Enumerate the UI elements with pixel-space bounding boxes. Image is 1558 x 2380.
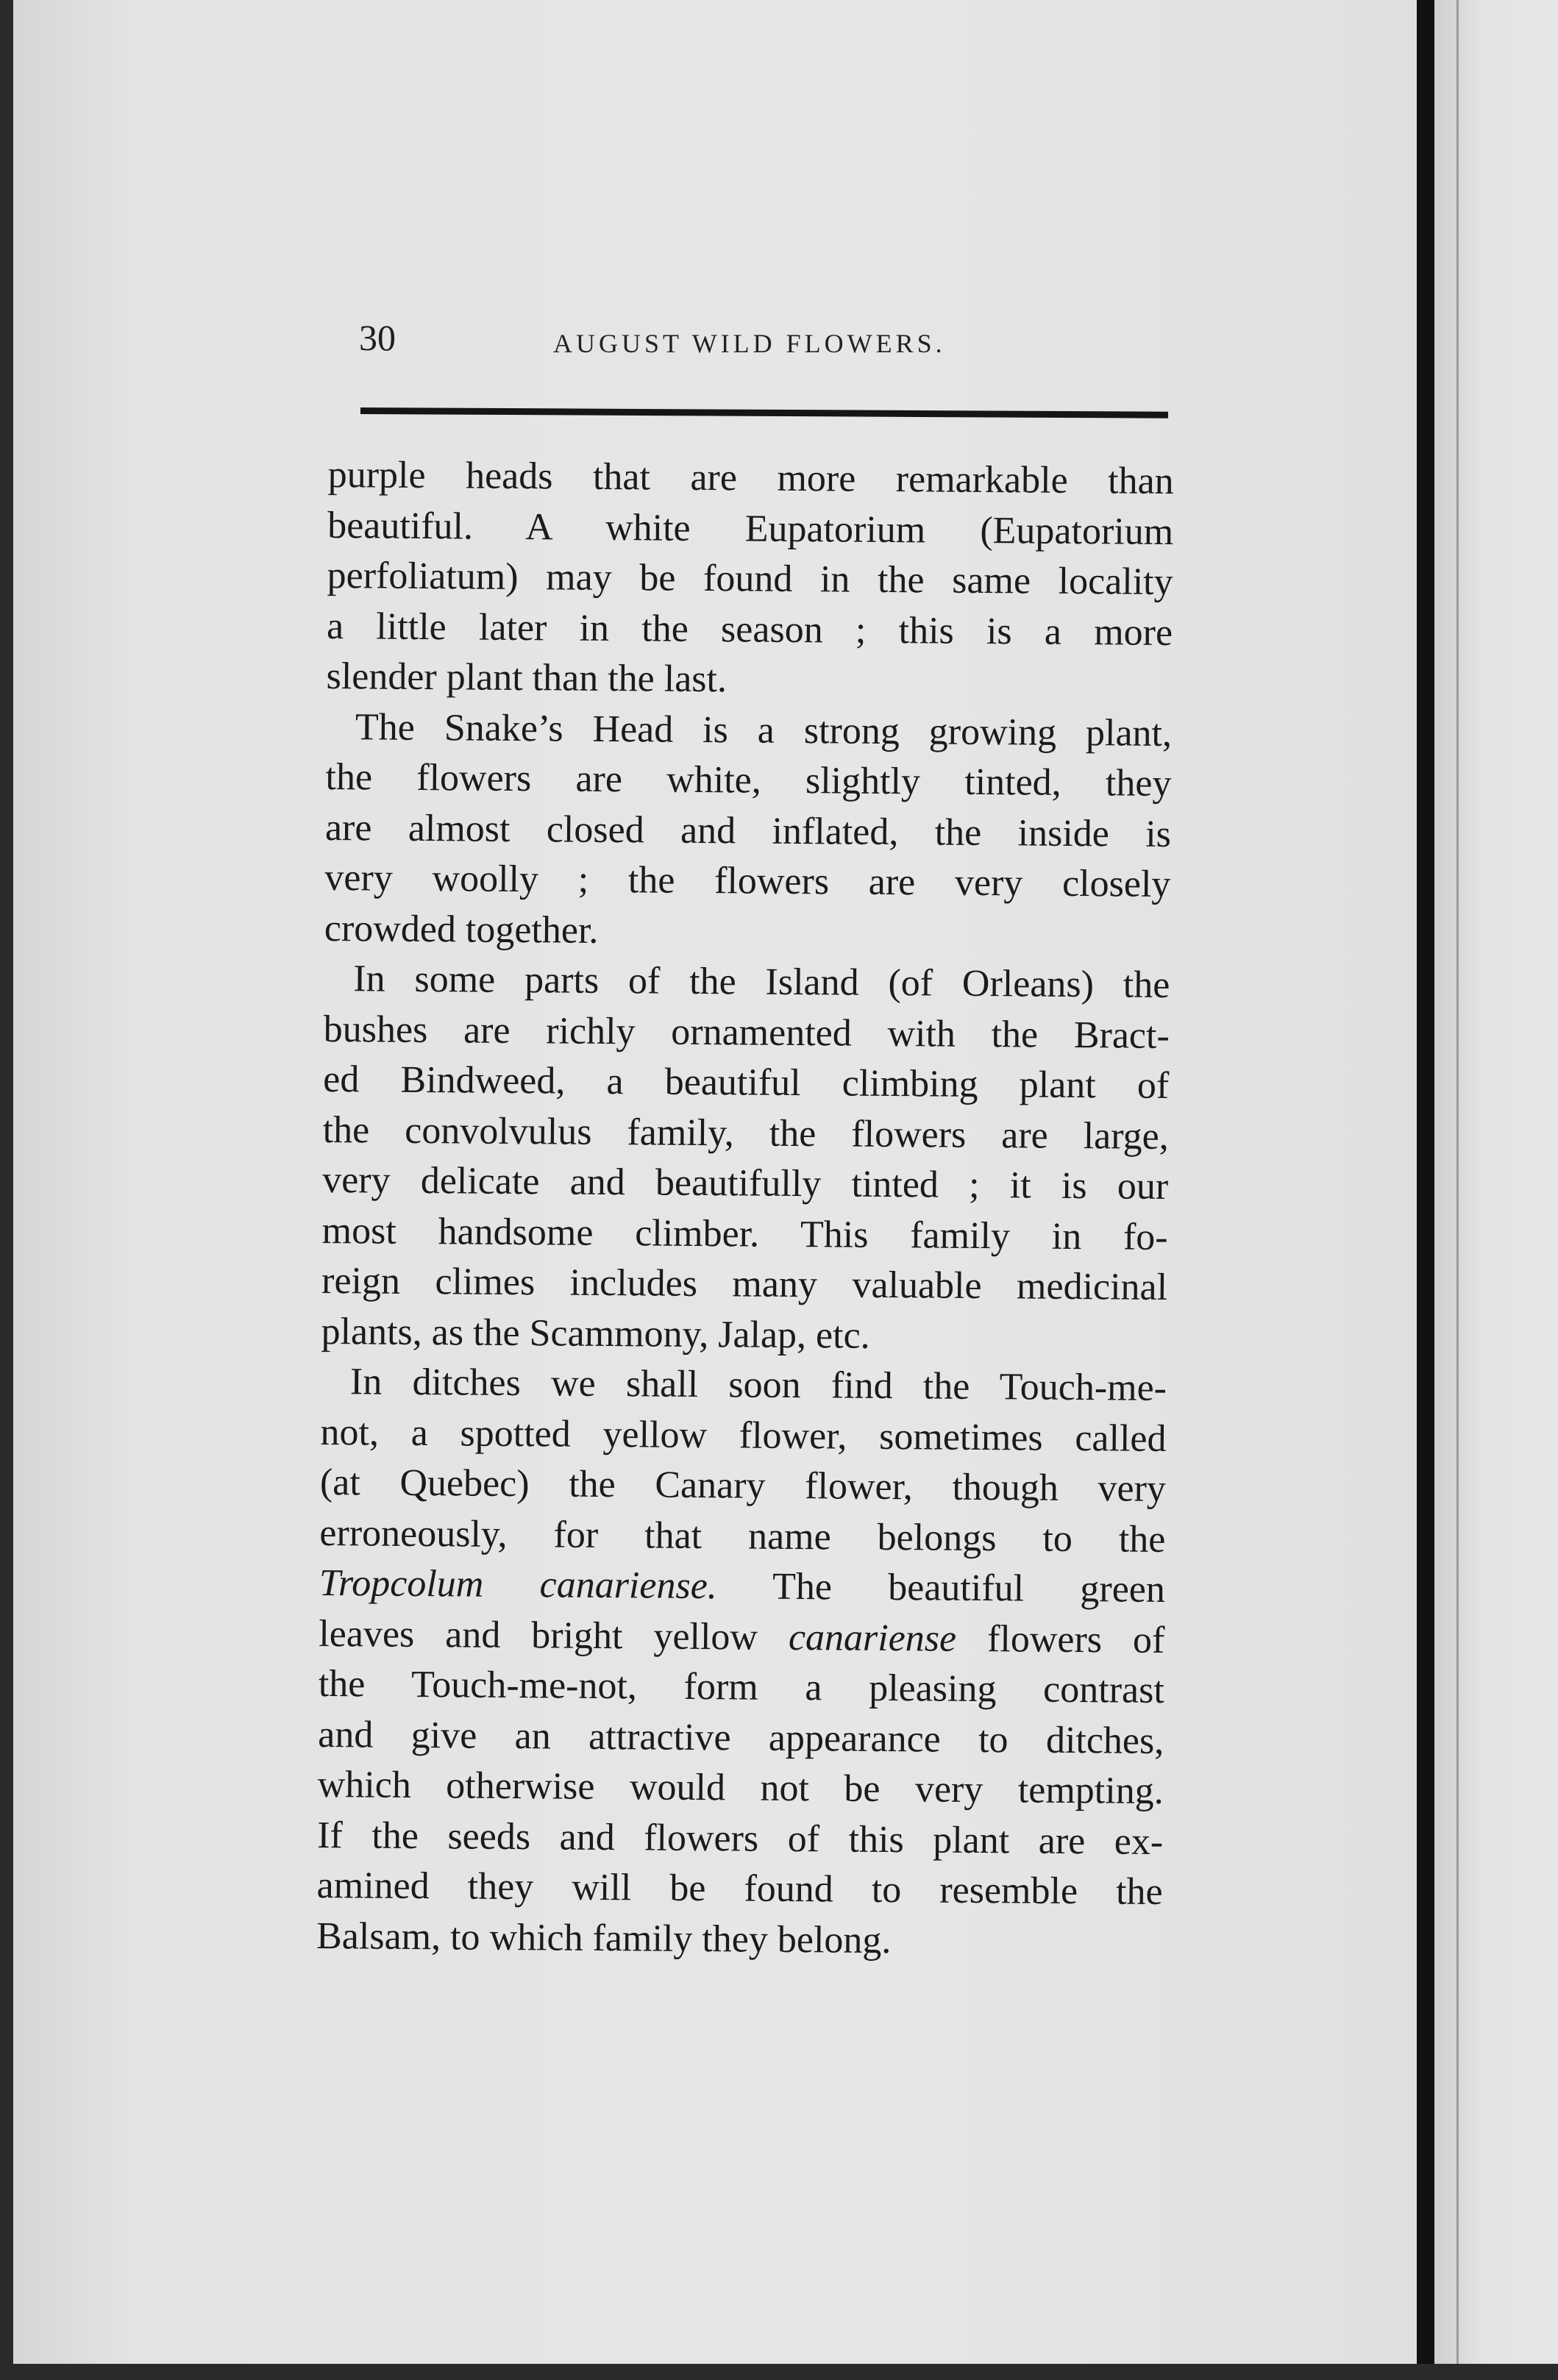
running-head: AUGUST WILD FLOWERS.: [553, 329, 946, 358]
text-line: are almost closed and inflated, the inside is: [324, 806, 1172, 855]
text-line: the flowers are white, slightly tinted, they: [325, 755, 1172, 805]
text-line: erroneously, for that name belongs to the: [319, 1511, 1166, 1561]
text-span: flowers of: [956, 1617, 1165, 1661]
text-line: plants, as the Scammony, Jalap, etc.: [321, 1310, 870, 1357]
scan-frame-bottom: [0, 2364, 1558, 2380]
text-line: the Touch-me-not, form a pleasing contrast: [318, 1662, 1165, 1711]
text-line: a little later in the season ; this is a more: [326, 605, 1173, 654]
text-line: slender plant than the last.: [326, 655, 728, 701]
text-span: The beautiful green: [716, 1565, 1166, 1611]
text-line: In ditches we shall soon find the Touch-me-: [349, 1361, 1167, 1409]
text-line: reign climes includes many valuable medicinal: [321, 1259, 1168, 1308]
text-line: beautiful. A white Eupatorium (Eupatorium: [327, 504, 1174, 553]
text-line: and give an attractive appearance to ditches,: [318, 1713, 1164, 1762]
text-line: purple heads that are more remarkable than: [327, 453, 1174, 503]
text-line: In some parts of the Island (of Orleans) the: [353, 958, 1170, 1007]
text-line: [319, 1558, 1166, 1616]
body-text: [316, 450, 1174, 1968]
scan-frame-left: [0, 0, 13, 2380]
text-line: amined they will be found to resemble the: [316, 1864, 1163, 1913]
text-line: ed Bindweed, a beautiful climbing plant of: [323, 1058, 1170, 1108]
italic-species-name: Tropcolum canariense.: [319, 1561, 718, 1608]
text-line: If the seeds and flowers of this plant are ex-: [316, 1814, 1164, 1863]
page-edge-line: [1456, 0, 1459, 2364]
text-line: very woolly ; the flowers are very closely: [324, 856, 1171, 906]
text-line: not, a spotted yellow flower, sometimes called: [320, 1411, 1167, 1460]
text-line: The Snake’s Head is a strong growing plant,: [355, 705, 1173, 755]
text-line: bushes are richly ornamented with the Bract-: [323, 1008, 1170, 1057]
page-number: 30: [359, 317, 396, 358]
text-line: Balsam, to which family they belong.: [316, 1914, 892, 1962]
text-line: very delicate and beautifully tinted ; it is our: [321, 1158, 1169, 1208]
italic-species-name: canariense: [788, 1616, 957, 1660]
text-line: perfoliatum) may be found in the same locality: [327, 554, 1173, 604]
text-line: which otherwise would not be very tempting.: [317, 1763, 1164, 1812]
text-line: (at Quebec) the Canary flower, though very: [319, 1461, 1167, 1510]
text-line: the convolvulus family, the flowers are large,: [322, 1108, 1169, 1158]
book-gutter: [1417, 0, 1434, 2364]
text-span: leaves and bright yellow: [319, 1612, 789, 1658]
text-line: [319, 1608, 1165, 1666]
text-line: most handsome climber. This family in fo-: [321, 1209, 1168, 1258]
text-line: crowded together.: [324, 907, 599, 952]
facing-page-edge: [1434, 0, 1558, 2364]
